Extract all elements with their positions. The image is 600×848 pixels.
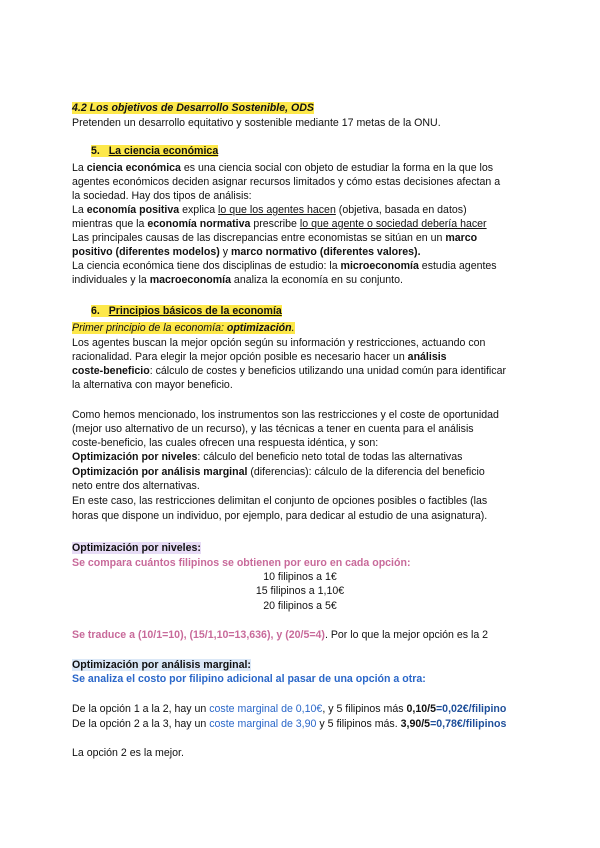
paragraph-line: Optimización por análisis marginal (diferencias): cálculo de la diferencia del beneficio — [72, 466, 485, 478]
conclusion: La opción 2 es la mejor. — [72, 747, 184, 759]
paragraph-line: Optimización por niveles: cálculo del beneficio neto total de todas las alternativas — [72, 451, 463, 463]
paragraph-line: En este caso, las restricciones delimitan el conjunto de opciones posibles o factibles (las — [72, 495, 488, 507]
section-6-title: Principios básicos de la economía — [108, 305, 282, 317]
marginal-subtitle: Se analiza el costo por filipino adicional al pasar de una opción a otra: — [72, 673, 426, 685]
niveles-result: Se traduce a (10/1=10), (15/1,10=13,636), y (20/5=4). Por lo que la mejor opción es la 2 — [72, 629, 489, 641]
section-5-heading — [91, 145, 218, 158]
section-4-2-title: 4.2 Los objetivos de Desarrollo Sostenible, ODS — [72, 102, 314, 114]
marginal-row-1: De la opción 1 a la 2, hay un coste marginal de 0,10€, y 5 filipinos más 0,10/5=0,02€/filipino — [72, 703, 507, 715]
first-principle-line: Primer principio de la economía: optimización. — [72, 322, 295, 334]
paragraph-line: la sociedad. Hay dos tipos de análisis: — [72, 190, 252, 202]
paragraph-line: Las principales causas de las discrepancias entre economistas se sitúan en un marco — [72, 232, 478, 244]
section-5-number: 5. — [91, 145, 100, 157]
paragraph-line: La ciencia económica tiene dos disciplinas de estudio: la microeconomía estudia agentes — [72, 260, 497, 272]
marginal-row-2: De la opción 2 a la 3, hay un coste marginal de 3,90 y 5 filipinos más. 3,90/5=0,78€/filipinos — [72, 718, 507, 730]
section-6-number: 6. — [91, 305, 100, 317]
niveles-heading — [72, 542, 201, 555]
paragraph-line: La economía positiva explica lo que los agentes hacen (objetiva, basada en datos) — [72, 204, 467, 216]
paragraph-line: mientras que la economía normativa prescribe lo que agente o sociedad debería hacer — [72, 218, 487, 230]
niveles-title: Optimización por niveles: — [72, 542, 201, 554]
option-3: 20 filipinos a 5€ — [263, 600, 337, 612]
paragraph-line: (mejor uso alternativo de un recurso), y las técnicas a tener en cuenta para el análisis — [72, 423, 474, 435]
paragraph-line: racionalidad. Para elegir la mejor opción posible es necesario hacer un análisis — [72, 351, 447, 363]
paragraph-line: neto entre dos alternativas. — [72, 480, 200, 492]
marginal-heading — [72, 659, 251, 672]
paragraph-line: coste-beneficio: cálculo de costes y beneficios utilizando una unidad común para identificar — [72, 365, 507, 377]
section-4-2-heading — [72, 102, 314, 115]
paragraph-line: Pretenden un desarrollo equitativo y sostenible mediante 17 metas de la ONU. — [72, 117, 441, 129]
paragraph-line: positivo (diferentes modelos) y marco normativo (diferentes valores). — [72, 246, 421, 258]
niveles-subtitle: Se compara cuántos filipinos se obtienen por euro en cada opción: — [72, 557, 411, 569]
paragraph-line: individuales y la macroeconomía analiza la economía en su conjunto. — [72, 274, 403, 286]
paragraph-line: agentes económicos deciden asignar recursos limitados y cómo estas decisiones afectan a — [72, 176, 501, 188]
paragraph-line: la alternativa con mayor beneficio. — [72, 379, 233, 391]
section-6-heading — [91, 305, 282, 318]
marginal-title: Optimización por análisis marginal: — [72, 659, 251, 671]
paragraph-line: Los agentes buscan la mejor opción según su información y restricciones, actuando con — [72, 337, 486, 349]
paragraph-line: Como hemos mencionado, los instrumentos son las restricciones y el coste de oportunidad — [72, 409, 499, 421]
option-2: 15 filipinos a 1,10€ — [255, 585, 345, 597]
section-5-title: La ciencia económica — [108, 145, 219, 157]
paragraph-line: horas que dispone un individuo, por ejemplo, para dedicar al estudio de una asignatura). — [72, 510, 488, 522]
paragraph-line: La ciencia económica es una ciencia social con objeto de estudiar la forma en la que los — [72, 162, 494, 174]
paragraph-line: coste-beneficio, las cuales ofrecen una respuesta idéntica, y son: — [72, 437, 379, 449]
option-1: 10 filipinos a 1€ — [263, 571, 337, 583]
